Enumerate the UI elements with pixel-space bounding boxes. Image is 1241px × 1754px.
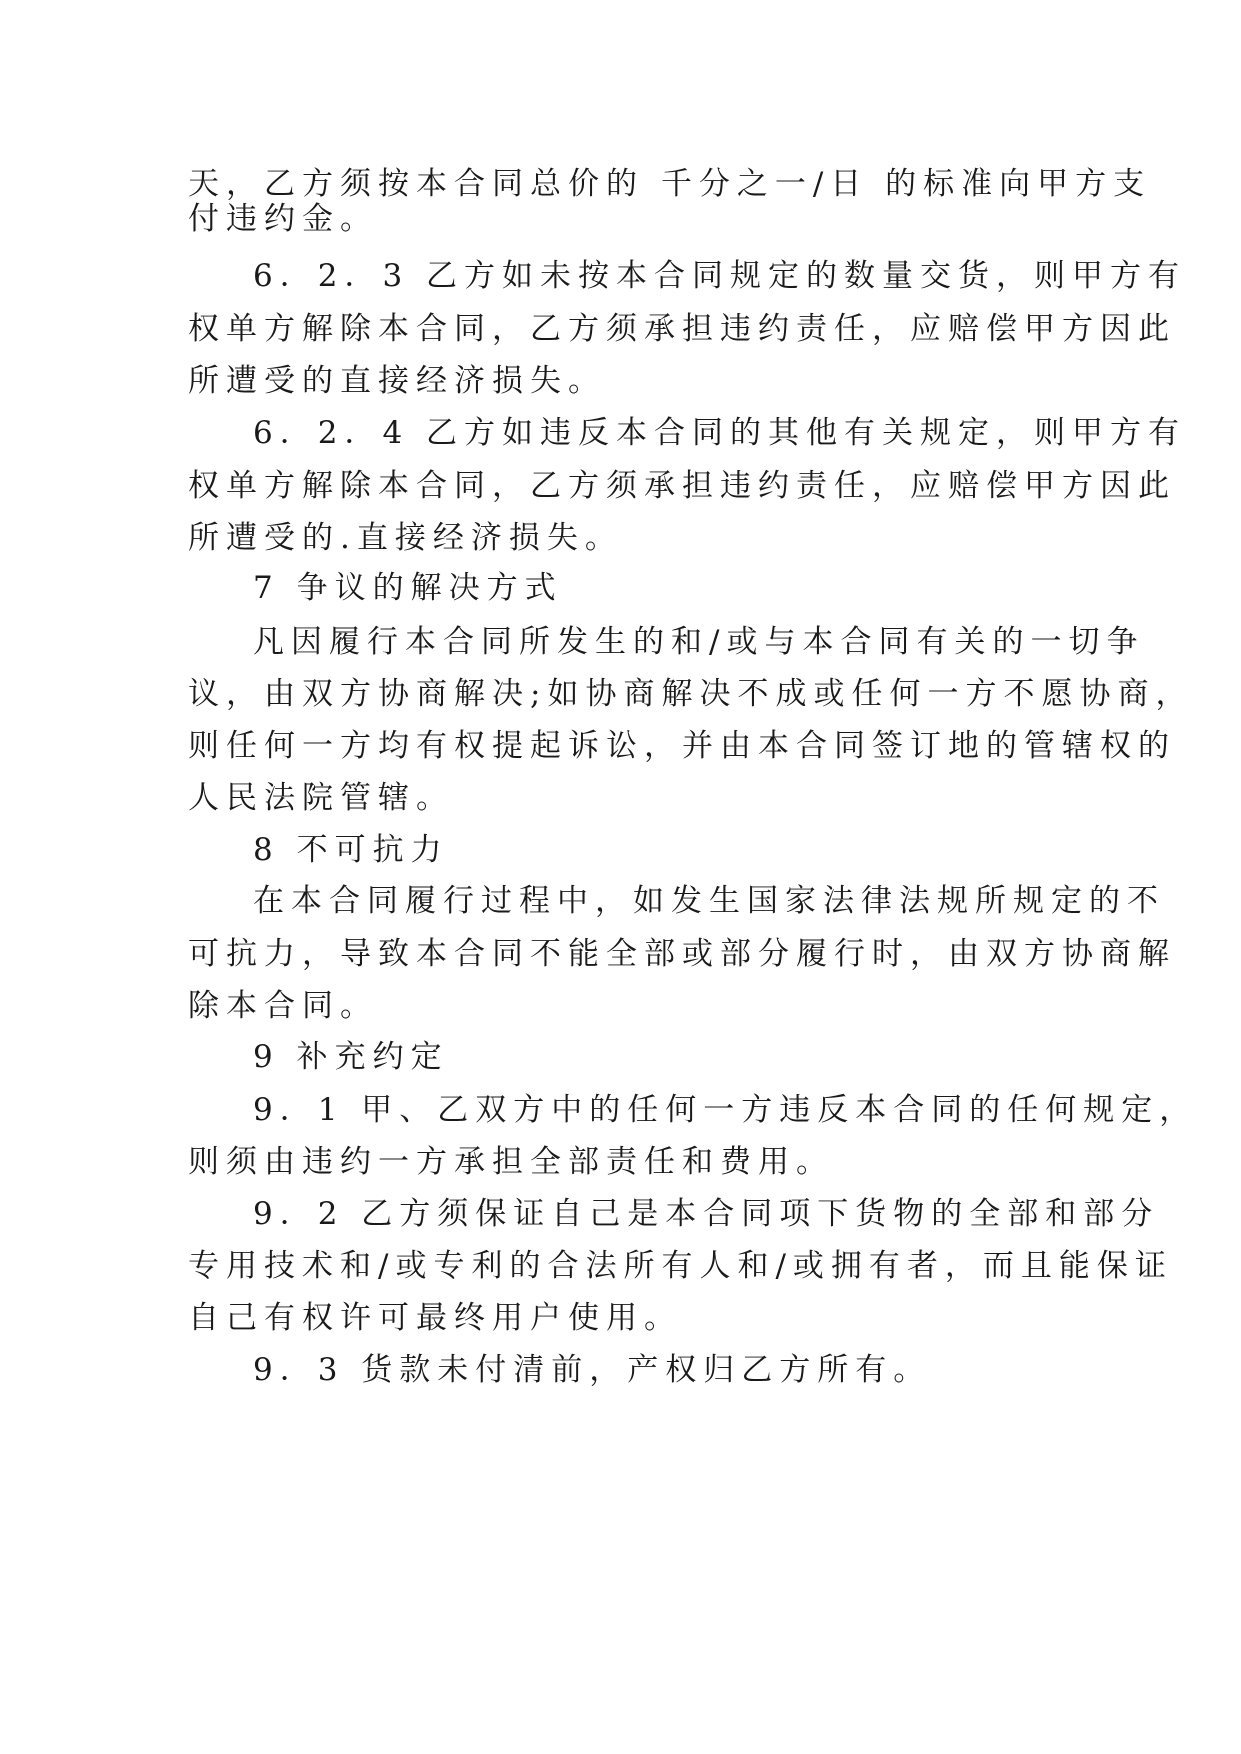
clause-6-2-4: 6．2．4 乙方如违反本合同的其他有关规定，则甲方有 (253, 415, 1187, 451)
text-line: 凡因履行本合同所发生的和/或与本合同有关的一切争 (253, 624, 1145, 660)
text-line: 权单方解除本合同，乙方须承担违约责任，应赔偿甲方因此 (188, 468, 1176, 504)
clause-9-3: 9．3 货款未付清前，产权归乙方所有。 (253, 1352, 932, 1388)
text-line: 专用技术和/或专利的合法所有人和/或拥有者，而且能保证 (188, 1248, 1173, 1284)
text-line: 自己有权许可最终用户使用。 (188, 1300, 682, 1336)
clause-6-2-3: 6．2．3 乙方如未按本合同规定的数量交货，则甲方有 (253, 258, 1187, 294)
text-line: 权单方解除本合同，乙方须承担违约责任，应赔偿甲方因此 (188, 311, 1176, 347)
text-line: 人民法院管辖。 (188, 780, 454, 816)
text-line: 则任何一方均有权提起诉讼，并由本合同签订地的管辖权的 (188, 728, 1176, 764)
section-heading-9: 9 补充约定 (253, 1039, 449, 1075)
text-line: 则须由违约一方承担全部责任和费用。 (188, 1144, 834, 1180)
text-line: 付违约金。 (188, 201, 378, 237)
text-line: 可抗力，导致本合同不能全部或部分履行时，由双方协商解 (188, 936, 1176, 972)
text-line: 除本合同。 (188, 988, 378, 1024)
text-line: 议，由双方协商解决;如协商解决不成或任何一方不愿协商， (188, 676, 1194, 712)
text-line: 天，乙方须按本合同总价的 千分之一/日 的标准向甲方支 (188, 166, 1152, 202)
section-heading-7: 7 争议的解决方式 (253, 570, 563, 606)
text-line: 在本合同履行过程中，如发生国家法律法规所规定的不 (253, 883, 1165, 919)
clause-9-1: 9．1 甲、乙双方中的任何一方违反本合同的任何规定， (253, 1092, 1198, 1128)
clause-9-2: 9．2 乙方须保证自己是本合同项下货物的全部和部分 (253, 1196, 1160, 1232)
section-heading-8: 8 不可抗力 (253, 832, 449, 868)
text-line: 所遭受的直接经济损失。 (188, 363, 606, 399)
text-line: 所遭受的.直接经济损失。 (188, 520, 623, 556)
